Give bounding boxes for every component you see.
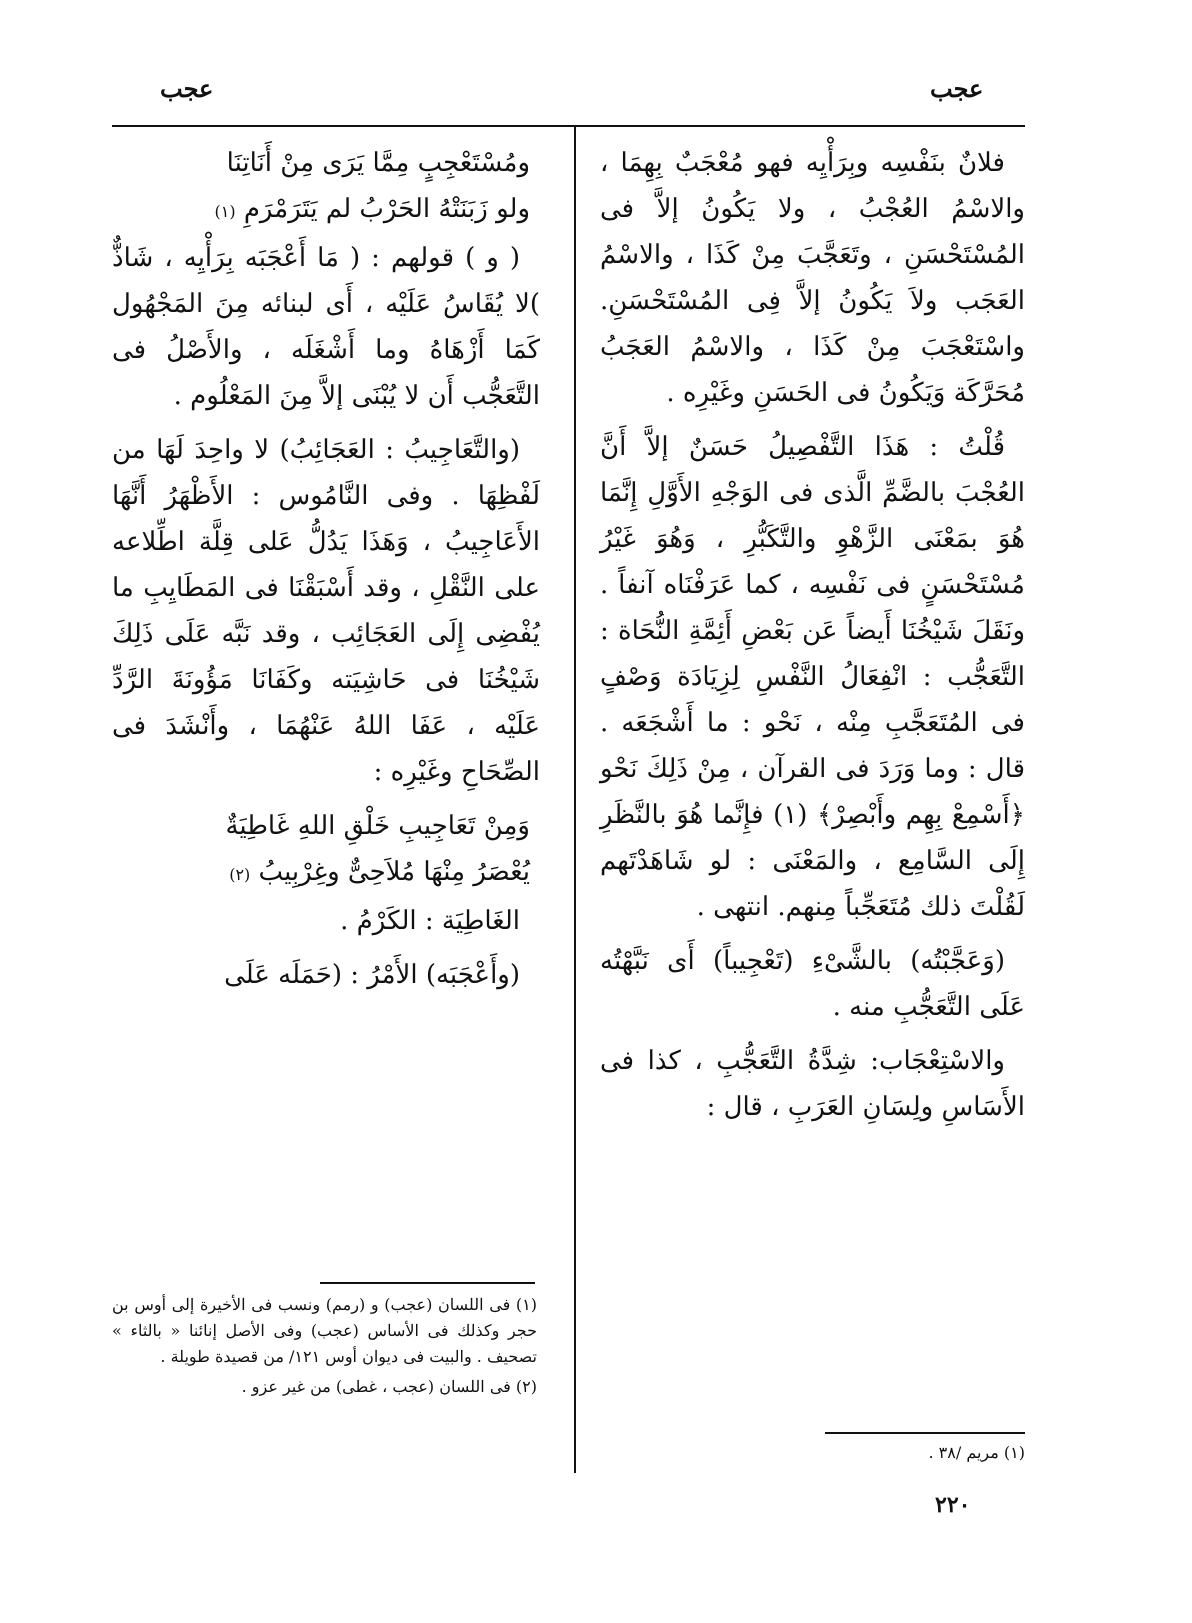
verse-2-first-hemistich: وَمِنْ تَعَاجِيبِ خَلْقِ اللهِ غَاطِيَةٌ [225, 811, 530, 841]
left-footnotes [112, 1292, 537, 1404]
left-paragraph-3: الغَاطِيَة : الكَرْمُ . [340, 906, 520, 936]
header-rule [112, 125, 1025, 127]
right-paragraph-2: قُلْتُ : هَذَا التَّفْصِيلُ حَسَنٌ إلاَّ أَنَّ العُجْبَ بالضَّمِّ الَّذى فى الوَجْهِ الأَوَّلِ إِنَّمَا هُوَ بمَعْنَى الزَّهْوِ والتَّكَبُّرِ ، وَهُوَ غَيْرُ مُسْتَحْسَنٍ فى نَفْسِه ، كما عَرَفْنَاه آنفاً . ونَقَلَ شَيْخُنَا أَيضاً عَن بَعْضِ أَئِمَّةِ النُّحَاة : التَّعَجُّب : انْفِعَالُ النَّفْسِ لِزِيَادَة وَصْفٍ فى المُتَعَجَّبِ مِنْه ، نَحْو : ما أَشْجَعَه . قال : وما وَرَدَ فى القرآن ، مِنْ ذَلِكَ نَحْو ﴿أَسْمِعْ بِهِم وأَبْصِرْ﴾ (١) فإِنَّما هُوَ بالنَّظَرِ إِلَى السَّامِع ، والمَعْنَى : لو شَاهَدْتَهم لَقُلْتَ ذلك مُتَعَجِّباً مِنهم. انتهى . [600, 432, 1025, 922]
verse-1-footnote-ref: (١) [214, 202, 236, 221]
verse-1-second-text: ولو زَبَنَتْهُ الحَرْبُ لم يَتَرَمْرَمِ [243, 194, 530, 224]
right-paragraph-4: والاسْتِعْجَاب: شِدَّةُ التَّعَجُّبِ ، كذا فى الأَسَاسِ ولِسَانِ العَرَبِ ، قال : [600, 1046, 1025, 1122]
verse-1-second-hemistich [112, 186, 540, 235]
page-number: ٢٢٠ [935, 1492, 971, 1518]
right-paragraph-1: فلانٌ بنَفْسِه وبِرَأْيِه فهو مُعْجَبٌ بِهِمَا ، والاسْمُ العُجْبُ ، ولا يَكُونُ إلاَّ فى المُسْتَحْسَنِ ، وتَعَجَّبَ مِنْ كَذَا ، والاسْمُ العَجَب ولاَ يَكُونُ إلاَّ فِى المُسْتَحْسَنِ. واسْتَعْجَبَ مِنْ كَذَا ، والاسْمُ العَجَبُ مُحَرَّكَة وَيَكُونُ فى الحَسَنِ وغَيْرِه . [600, 148, 1025, 408]
left-footnote-1: (١) فى اللسان (عجب) و (رمم) ونسب فى الأخيرة إلى أوس بن حجر وكذلك فى الأساس (عجب) وفى الأصل إنائنا « بالثاء » تصحيف . والبيت فى ديوان أوس ١٢١/ من قصيدة طويلة . [112, 1295, 537, 1366]
right-paragraph-3: (وَعَجَّبْتُه) بالشَّىْءِ (تَعْجِيباً) أَى نَبَّهْتُه عَلَى التَّعَجُّبِ منه . [600, 946, 1025, 1022]
right-footnote-1: (١) مريم /٣٨ . [928, 1443, 1025, 1462]
verse-1-first-hemistich: ومُسْتَعْجِبٍ مِمَّا يَرَى مِنْ أَنَاتِنَا [226, 148, 530, 178]
verse-2-second-text: يُعْصَرُ مِنْهَا مُلاَحِىٌّ وغِرْبِيبُ [258, 857, 530, 887]
left-column [112, 140, 540, 1006]
verse-2-second-hemistich [112, 849, 540, 898]
column-divider [574, 127, 576, 1473]
header-right-word: عجب [930, 74, 984, 103]
verse-2-footnote-ref: (٢) [229, 865, 251, 884]
right-footnotes [600, 1440, 1025, 1470]
left-paragraph-4: (وأَعْجَبَه) الأَمْرُ : (حَمَلَه عَلَى [224, 960, 520, 990]
left-footnote-rule [320, 1282, 535, 1284]
header-left-word: عجب [160, 74, 214, 103]
right-column [600, 140, 1025, 1138]
left-footnote-2: (٢) فى اللسان (عجب ، غطى) من غير عزو . [241, 1377, 537, 1396]
left-paragraph-1: ( و ) قولهم : ( مَا أَعْجَبَه بِرَأْيِه ، شَاذٌّ )لا يُقَاسُ عَلَيْه ، أَى لبنائه مِنَ المَجْهُول كَمَا أَزْهَاهُ وما أَشْغَلَه ، والأَصْلُ فى التَّعَجُّب أَن لا يُبْنَى إلاَّ مِنَ المَعْلُوم . [112, 243, 540, 411]
right-footnote-rule [825, 1432, 1025, 1434]
left-paragraph-2: (والتَّعَاجِيبُ : العَجَائِبُ) لا واحِدَ لَهَا من لَفْظِهَا . وفى النَّامُوس : الأَظْهَرُ أَنَّهَا الأَعَاجِيبُ ، وَهَذَا يَدُلُّ عَلى قِلَّة اطِّلاعه على النَّقْلِ ، وقد أَسْبَقْنَا فى المَطَايِبِ ما يُفْضِى إِلَى العَجَائِب ، وقد نَبَّه عَلَى ذَلِكَ شَيْخُنَا فى حَاشِيَته وكَفَانَا مَؤُونَةَ الرَّدِّ عَلَيْه ، عَفَا اللهُ عَنْهُمَا ، وأَنْشَدَ فى الصِّحَاحِ وغَيْرِه : [112, 435, 540, 787]
